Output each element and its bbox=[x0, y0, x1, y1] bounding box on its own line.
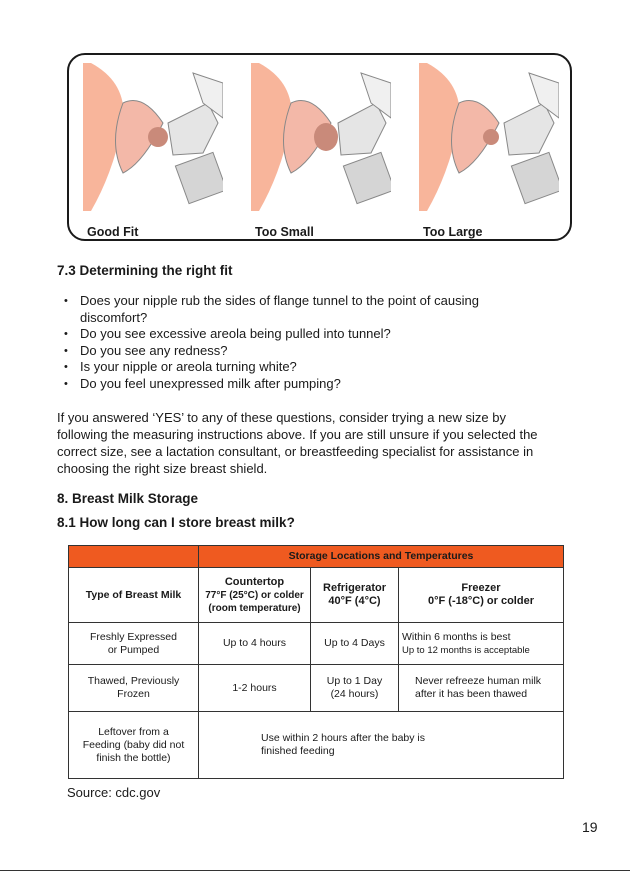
freezer-cell bbox=[399, 623, 564, 665]
storage-banner: Storage Locations and Temperatures bbox=[199, 546, 564, 568]
source-citation: Source: cdc.gov bbox=[67, 785, 161, 800]
cell-line: Never refreeze human milk bbox=[415, 675, 542, 687]
bottom-divider bbox=[0, 870, 630, 871]
cell-line: (24 hours) bbox=[330, 688, 379, 700]
list-item: • Is your nipple or areola turning white? bbox=[60, 359, 540, 376]
type-cell bbox=[69, 712, 199, 779]
list-item: • Do you see excessive areola being pulled into tunnel? bbox=[60, 326, 540, 343]
cell-line: Up to 12 months is acceptable bbox=[402, 644, 530, 656]
countertop-cell: Up to 4 hours bbox=[199, 623, 311, 665]
header-line: (room temperature) bbox=[208, 602, 301, 614]
too-small-illustration bbox=[251, 63, 391, 211]
freezer-cell bbox=[399, 665, 564, 712]
cell-line: finish the bottle) bbox=[96, 751, 171, 764]
too-large-label: Too Large bbox=[423, 225, 483, 239]
cell-line: Within 6 months is best bbox=[402, 630, 511, 643]
too-large-illustration bbox=[419, 63, 559, 211]
section-8-heading: 8. Breast Milk Storage bbox=[57, 491, 199, 506]
header-line: 40°F (4°C) bbox=[328, 595, 381, 607]
cell-line: after it has been thawed bbox=[415, 688, 528, 700]
fit-questions-list bbox=[60, 293, 540, 392]
header-line: Countertop bbox=[224, 575, 285, 588]
cell-line: Leftover from a bbox=[98, 725, 169, 738]
countertop-header bbox=[199, 568, 311, 623]
list-item: • Do you feel unexpressed milk after pumping? bbox=[60, 376, 540, 393]
leftover-note-cell bbox=[199, 712, 564, 779]
header-line: 0°F (-18°C) or colder bbox=[428, 595, 534, 607]
freezer-header bbox=[399, 568, 564, 623]
cell-line: Use within 2 hours after the baby is bbox=[261, 732, 426, 744]
table-row bbox=[69, 623, 564, 665]
refrigerator-header bbox=[311, 568, 399, 623]
fit-advice-paragraph: If you answered ‘YES’ to any of these questions, consider trying a new size by following the measuring instructions above. If you are still unsure if you selected the correct size, see a lactation consultant, or breastfeeding specialist for assistance in choosing the right size breast shield. bbox=[57, 410, 538, 476]
good-fit-label: Good Fit bbox=[87, 225, 139, 239]
list-item: • Do you see any redness? bbox=[60, 343, 540, 360]
table-corner-cell bbox=[69, 546, 199, 568]
header-line: Freezer bbox=[461, 582, 501, 594]
type-cell bbox=[69, 665, 199, 712]
page-number: 19 bbox=[582, 819, 598, 835]
table-row bbox=[69, 712, 564, 779]
cell-line: Freshly Expressed bbox=[90, 630, 177, 643]
countertop-cell: 1-2 hours bbox=[199, 665, 311, 712]
too-small-label: Too Small bbox=[255, 225, 314, 239]
good-fit-illustration bbox=[83, 63, 223, 211]
refrigerator-cell bbox=[311, 665, 399, 712]
section-7-3-heading: 7.3 Determining the right fit bbox=[57, 263, 233, 278]
refrigerator-cell: Up to 4 Days bbox=[311, 623, 399, 665]
cell-line: or Pumped bbox=[107, 643, 160, 656]
header-line: 77°F (25°C) or colder bbox=[205, 589, 304, 601]
cell-line: Feeding (baby did not bbox=[82, 738, 185, 751]
list-item: • Does your nipple rub the sides of flange tunnel to the point of causing discomfort? bbox=[60, 293, 540, 326]
header-line: Refrigerator bbox=[323, 582, 386, 594]
cell-line: Frozen bbox=[117, 688, 150, 700]
cell-line: finished feeding bbox=[261, 745, 335, 757]
section-8-1-heading: 8.1 How long can I store breast milk? bbox=[57, 515, 295, 530]
storage-table bbox=[68, 545, 564, 779]
flange-fit-illustrations bbox=[67, 53, 572, 241]
type-header: Type of Breast Milk bbox=[69, 568, 199, 623]
type-cell bbox=[69, 623, 199, 665]
table-row bbox=[69, 665, 564, 712]
cell-line: Thawed, Previously bbox=[87, 675, 180, 687]
cell-line: Up to 1 Day bbox=[326, 675, 383, 687]
